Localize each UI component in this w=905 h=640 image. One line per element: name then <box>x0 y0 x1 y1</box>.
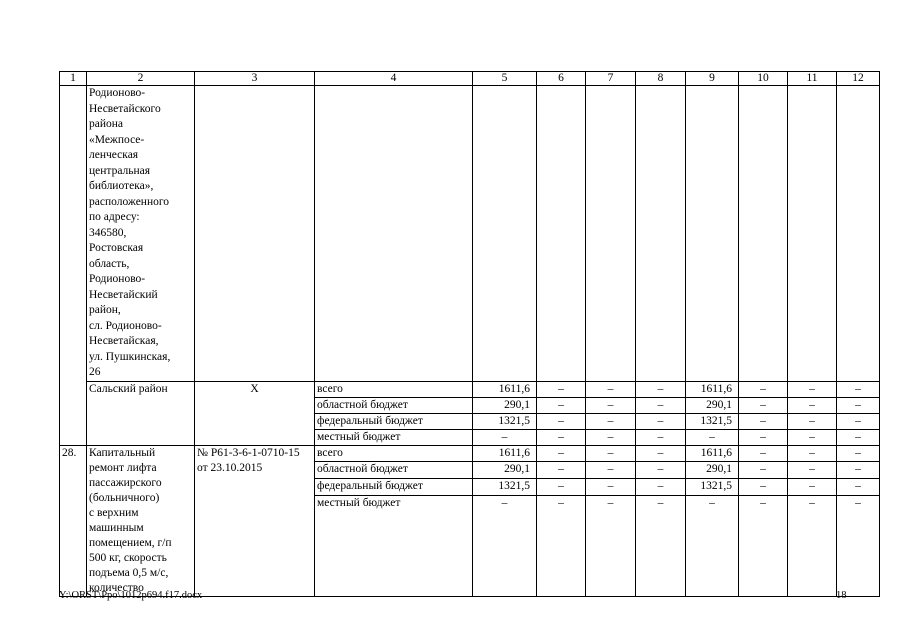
value-cell: – <box>586 479 636 496</box>
source-label: областной бюджет <box>315 462 473 479</box>
continuation-row <box>60 86 880 382</box>
source-label: местный бюджет <box>315 495 473 596</box>
object-description: Капитальный ремонт лифта пассажирского (больничного) с верхним машинным помещением, г/п 500 кг, скорость подъема 0,5 м/с, количество <box>87 445 195 596</box>
value-cell: – <box>537 479 586 496</box>
footer-file-path: Y:\ORST\Ppo\1012p694.f17.docx <box>59 590 203 601</box>
value-cell: – <box>739 445 788 462</box>
value-cell: – <box>537 445 586 462</box>
value-cell: – <box>586 462 636 479</box>
value-cell: – <box>586 381 636 397</box>
value-cell: – <box>739 429 788 445</box>
value-cell: – <box>788 429 837 445</box>
source-label: областной бюджет <box>315 397 473 413</box>
value-cell: – <box>537 462 586 479</box>
col-header: 10 <box>739 72 788 86</box>
value-cell: – <box>837 495 880 596</box>
value-cell: – <box>537 381 586 397</box>
value-cell: 1321,5 <box>473 413 537 429</box>
value-cell: – <box>636 462 686 479</box>
value-cell: – <box>636 479 686 496</box>
col-header: 2 <box>87 72 195 86</box>
value-cell: – <box>788 462 837 479</box>
budget-table <box>59 71 880 597</box>
col-header: 8 <box>636 72 686 86</box>
col-header: 7 <box>586 72 636 86</box>
object-description: Родионово- Несветайского района «Межпосе- ленческая центральная библиотека», расположенного по адресу: 346580, Ростовская область, Родионово- Несветайский район, сл. Родионово- Несветайская, ул. Пушкинская, 26 <box>87 86 195 382</box>
value-cell: – <box>636 413 686 429</box>
value-cell <box>636 86 686 382</box>
header-row <box>60 72 880 86</box>
value-cell: – <box>739 413 788 429</box>
value-cell: – <box>636 495 686 596</box>
value-cell: – <box>837 429 880 445</box>
value-cell: 1321,5 <box>686 413 739 429</box>
value-cell: – <box>788 413 837 429</box>
value-cell: – <box>586 429 636 445</box>
col-header: 9 <box>686 72 739 86</box>
value-cell: – <box>636 445 686 462</box>
value-cell <box>473 86 537 382</box>
value-cell: – <box>837 381 880 397</box>
value-cell: – <box>586 445 636 462</box>
source-label: федеральный бюджет <box>315 479 473 496</box>
value-cell: – <box>837 479 880 496</box>
col-header: 11 <box>788 72 837 86</box>
table-row <box>60 445 880 462</box>
value-cell: – <box>739 397 788 413</box>
value-cell: – <box>473 495 537 596</box>
source-label: федеральный бюджет <box>315 413 473 429</box>
value-cell: 1611,6 <box>686 381 739 397</box>
value-cell <box>686 86 739 382</box>
value-cell: – <box>636 381 686 397</box>
doc-cell <box>195 86 315 382</box>
col-header: 5 <box>473 72 537 86</box>
value-cell: – <box>636 397 686 413</box>
value-cell: – <box>739 495 788 596</box>
value-cell: – <box>586 413 636 429</box>
doc-cell: № Р61-3-6-1-0710-15 от 23.10.2015 <box>195 445 315 596</box>
value-cell <box>788 86 837 382</box>
value-cell: – <box>837 445 880 462</box>
value-cell: 1321,5 <box>686 479 739 496</box>
col-header: 12 <box>837 72 880 86</box>
value-cell: – <box>686 429 739 445</box>
value-cell: – <box>739 479 788 496</box>
value-cell: – <box>537 413 586 429</box>
col-header: 4 <box>315 72 473 86</box>
source-cell <box>315 86 473 382</box>
col-header: 3 <box>195 72 315 86</box>
value-cell <box>586 86 636 382</box>
table-row <box>60 381 880 397</box>
value-cell <box>537 86 586 382</box>
value-cell: – <box>788 397 837 413</box>
col-header: 6 <box>537 72 586 86</box>
value-cell: 290,1 <box>473 462 537 479</box>
value-cell: 290,1 <box>686 462 739 479</box>
value-cell: – <box>586 495 636 596</box>
value-cell: 290,1 <box>686 397 739 413</box>
value-cell: – <box>537 429 586 445</box>
value-cell: – <box>837 397 880 413</box>
source-label: местный бюджет <box>315 429 473 445</box>
value-cell: – <box>788 495 837 596</box>
value-cell: – <box>837 413 880 429</box>
value-cell: 1611,6 <box>473 381 537 397</box>
value-cell: – <box>739 381 788 397</box>
value-cell: 1611,6 <box>473 445 537 462</box>
district-name: Сальский район <box>87 381 195 445</box>
row-number: 28. <box>60 445 87 596</box>
value-cell: – <box>473 429 537 445</box>
value-cell: – <box>837 462 880 479</box>
value-cell: – <box>788 445 837 462</box>
source-label: всего <box>315 381 473 397</box>
col-header: 1 <box>60 72 87 86</box>
value-cell <box>739 86 788 382</box>
value-cell: – <box>788 479 837 496</box>
value-cell: – <box>686 495 739 596</box>
value-cell: 1321,5 <box>473 479 537 496</box>
value-cell: 290,1 <box>473 397 537 413</box>
number-cell <box>60 86 87 382</box>
value-cell: – <box>636 429 686 445</box>
value-cell <box>837 86 880 382</box>
value-cell: – <box>537 495 586 596</box>
value-cell: 1611,6 <box>686 445 739 462</box>
source-label: всего <box>315 445 473 462</box>
value-cell: – <box>537 397 586 413</box>
value-cell: – <box>788 381 837 397</box>
number-cell <box>60 381 87 445</box>
page-number: 18 <box>836 590 847 601</box>
value-cell: – <box>739 462 788 479</box>
doc-cell: Х <box>195 381 315 445</box>
value-cell: – <box>586 397 636 413</box>
